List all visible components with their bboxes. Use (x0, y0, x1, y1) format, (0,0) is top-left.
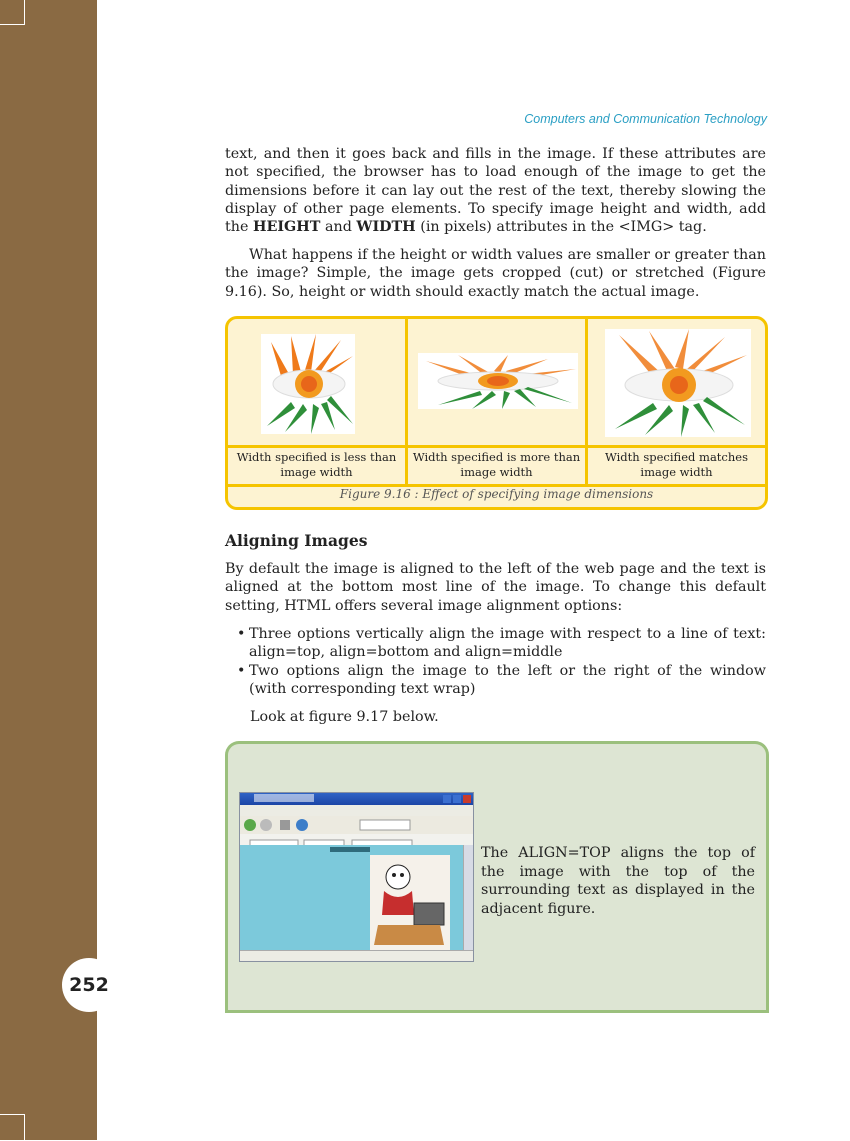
figure-title: Figure 9.16 : Effect of specifying image dimensions (339, 487, 654, 501)
figure-caption-more: Width specified is more than image width (408, 448, 588, 484)
look-at-figure: Look at figure 9.17 below. (250, 709, 439, 725)
figure-cell-stretched (408, 319, 588, 445)
paragraph-1 (225, 145, 766, 236)
paragraph-2: What happens if the height or width values are smaller or greater than the image? Simple, the image gets cropped (cut) or stretched (Figure 9.16). So, height or width should exactly match the actual image. (225, 247, 766, 300)
figure-cell-cropped (228, 319, 408, 445)
p1-text-a: text, and then it goes back and fills in the image. If these attributes are not specified, the browser has to load enough of the image to get the dimensions before it can lay out the rest of the text, thereby slowing the display of other page elements. To specify image height and width, add the (225, 146, 766, 236)
browser-scrollbar (463, 845, 473, 950)
minimize-icon (443, 795, 451, 803)
figure-cell-matched (588, 319, 765, 445)
bullet-item: • Two options align the image to the left or the right of the window (with corresponding text wrap) (237, 662, 766, 699)
flower-image-matched (605, 329, 751, 437)
welcome-heading (330, 847, 370, 852)
p1-text-e: (in pixels) attributes in the <IMG> tag. (415, 219, 707, 236)
bullet-item: • Three options vertically align the image with respect to a line of text: align=top, align=bottom and align=middle (237, 625, 766, 662)
crop-mark-bottom (0, 1114, 25, 1141)
close-icon (463, 795, 471, 803)
browser-screenshot (239, 792, 474, 962)
page-number: 252 (62, 958, 116, 1012)
crop-mark-top (0, 0, 25, 25)
figure-9-17-bottom-border (225, 1010, 769, 1013)
align-top-description: The ALIGN=TOP aligns the top of the image with the top of the surrounding text as displayed in the adjacent figure. (481, 845, 755, 917)
flower-image-cropped (261, 334, 355, 434)
figure-9-17 (225, 741, 769, 1012)
p1-width-keyword: WIDTH (356, 219, 416, 236)
browser-status-bar (240, 950, 473, 961)
figure-9-16 (225, 316, 768, 510)
browser-title-bar (240, 793, 473, 805)
p1-height-keyword: HEIGHT (252, 219, 321, 236)
cartoon-image (370, 855, 450, 950)
bullet-list (237, 625, 766, 698)
figure-caption-matches: Width specified matches image width (605, 450, 748, 479)
figure-caption-less: Width specified is less than image width (228, 448, 408, 484)
flower-image-stretched (418, 353, 578, 409)
browser-toolbar (240, 816, 473, 835)
running-head: Computers and Communication Technology (524, 112, 767, 126)
section-heading: Aligning Images (225, 531, 368, 550)
section-intro: By default the image is aligned to the left of the web page and the text is aligned at the bottom most line of the image. To change this default setting, HTML offers several image alignment options: (225, 561, 766, 614)
browser-page-content (240, 845, 464, 950)
maximize-icon (453, 795, 461, 803)
p1-text-c: and (320, 219, 357, 236)
